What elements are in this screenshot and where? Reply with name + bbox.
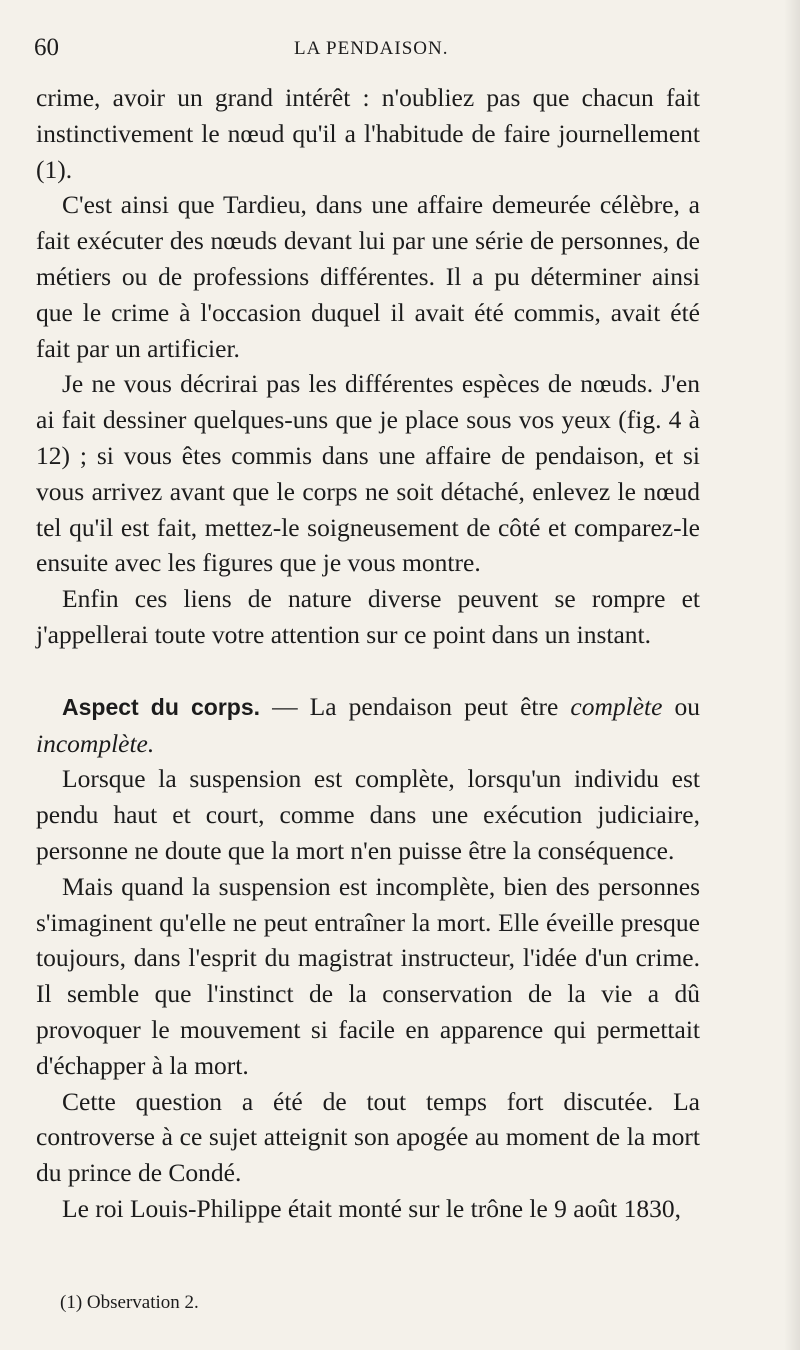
section-title: Aspect du corps. [62,693,260,720]
paragraph-4: Enfin ces liens de nature diverse peuvent se rompre et j'appellerai toute votre attention sur ce point dans un instant. [36,584,700,649]
section-emph-complete: complète [570,691,663,721]
section-text-a: — La pendaison peut être [260,691,571,721]
section-emph-incomplete: incomplète. [36,728,155,758]
paragraph-7: Cette question a été de tout temps fort discutée. La controverse à ce sujet atteignit son apogée au moment de la mort du prince de Condé. [36,1086,700,1188]
page-edge-shadow [784,0,800,1350]
body-text [36,80,700,1227]
footnote: (1) Observation 2. [60,1292,199,1313]
paragraph-6: Mais quand la suspension est incomplète, bien des personnes s'imaginent qu'elle ne peut entraîner la mort. Elle éveille presque toujours, dans l'esprit du magistrat instructeur, l'idée d'un crime. Il semble que l'instinct de la conservation de la vie a dû provoquer le mouvement si facile en apparence qui permettait d'échapper à la mort. [36,871,700,1080]
paragraph-3: Je ne vous décrirai pas les différentes espèces de nœuds. J'en ai fait dessiner quelques-uns que je place sous vos yeux (fig. 4 à 12) ; si vous êtes commis dans une affaire de pendaison, et si vous arrivez avant que le corps ne soit détaché, enlevez le nœud tel qu'il est fait, mettez-le soigneusement de côté et comparez-le ensuite avec les figures que je vous montre. [36,369,700,578]
running-title: LA PENDAISON. [294,38,449,59]
paragraph-1: crime, avoir un grand intérêt : n'oubliez pas que chacun fait instinctivement le nœud qu'il a l'habitude de faire journellement (1). [36,83,700,184]
section-paragraph [36,689,700,762]
section-text-b: ou [662,691,700,721]
paragraph-5: Lorsque la suspension est complète, lorsqu'un individu est pendu haut et court, comme dans une exécution judiciaire, personne ne doute que la mort n'en puisse être la conséquence. [36,764,700,865]
page-number: 60 [34,34,59,61]
paragraph-8: Le roi Louis-Philippe était monté sur le trône le 9 août 1830, [62,1193,681,1223]
paragraph-2: C'est ainsi que Tardieu, dans une affaire demeurée célèbre, a fait exécuter des nœuds devant lui par une série de personnes, de métiers ou de professions différentes. Il a pu déterminer ainsi que le crime à l'occasion duquel il avait été commis, avait été fait par un artificier. [36,190,700,363]
page-header [34,34,710,66]
section-spacer [36,653,700,689]
